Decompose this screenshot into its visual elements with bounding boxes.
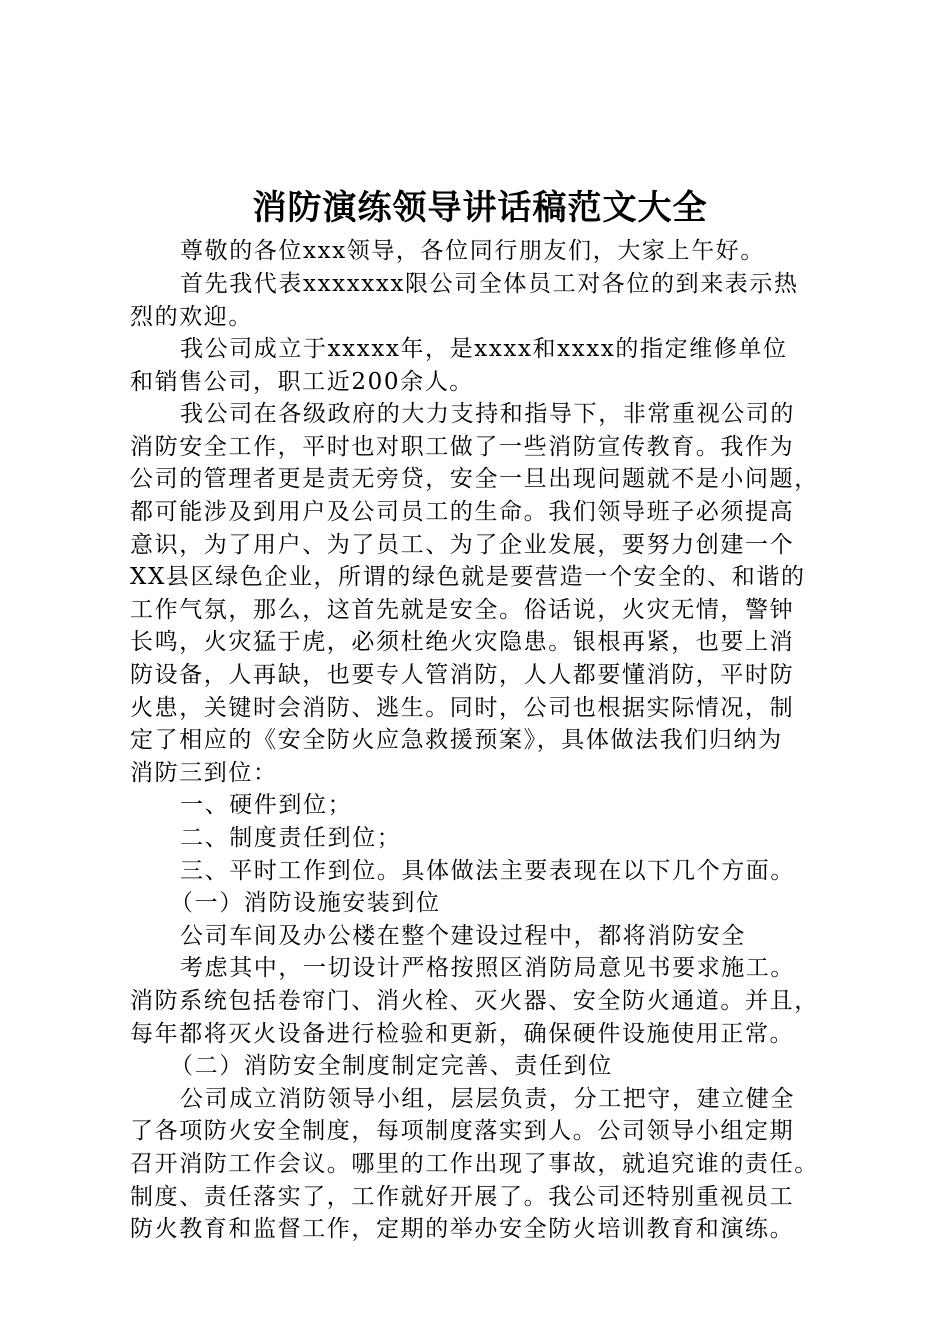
body-line: 意识，为了用户、为了员工、为了企业发展，要努力创建一个 (130, 532, 795, 558)
body-line: 每年都将灭火设备进行检验和更新，确保硬件设施使用正常。 (130, 1021, 795, 1047)
body-line: 召开消防工作会议。哪里的工作出现了事故，就追究谁的责任。 (130, 1151, 819, 1177)
section-heading: （一）消防设施安装到位 (170, 890, 441, 916)
list-item: 二、制度责任到位； (180, 825, 402, 851)
body-line: XX县区绿色企业，所谓的绿色就是要营造一个安全的、和谐的 (130, 564, 806, 590)
body-line: 火患，关键时会消防、逃生。同时，公司也根据实际情况，制 (130, 695, 795, 721)
body-line: 防设备，人再缺，也要专人管消防，人人都要懂消防，平时防 (130, 662, 795, 688)
list-item: 三、平时工作到位。具体做法主要表现在以下几个方面。 (180, 858, 795, 884)
body-line: 公司成立消防领导小组，层层负责，分工把守，建立健全 (180, 1086, 795, 1112)
section-heading: （二）消防安全制度制定完善、责任到位 (170, 1053, 613, 1079)
body-line: 尊敬的各位xxx领导，各位同行朋友们，大家上午好。 (180, 238, 765, 264)
document-title: 消防演练领导讲话稿范文大全 (252, 188, 708, 228)
body-line: 烈的欢迎。 (130, 304, 253, 330)
list-item: 一、硬件到位； (180, 792, 353, 818)
body-line: 我公司成立于xxxxx年，是xxxx和xxxx的指定维修单位 (180, 336, 788, 362)
body-line: 考虑其中，一切设计严格按照区消防局意见书要求施工。 (180, 955, 795, 981)
body-line: 防火教育和监督工作，定期的举办安全防火培训教育和演练。 (130, 1216, 795, 1242)
body-line: 首先我代表xxxxxxx限公司全体员工对各位的到来表示热 (180, 271, 799, 297)
body-line: 我公司在各级政府的大力支持和指导下，非常重视公司的 (180, 401, 795, 427)
body-line: 消防三到位： (130, 760, 278, 786)
body-line: 消防系统包括卷帘门、消火栓、灭火器、安全防火通道。并且， (130, 988, 819, 1014)
body-line: 公司的管理者更是责无旁贷，安全一旦出现问题就不是小问题， (130, 466, 819, 492)
body-line: 了各项防火安全制度，每项制度落实到人。公司领导小组定期 (130, 1118, 795, 1144)
body-line: 公司车间及办公楼在整个建设过程中，都将消防安全 (180, 923, 746, 949)
body-line: 制度、责任落实了，工作就好开展了。我公司还特别重视员工 (130, 1184, 795, 1210)
body-line: 消防安全工作，平时也对职工做了一些消防宣传教育。我作为 (130, 434, 795, 460)
body-line: 长鸣，火灾猛于虎，必须杜绝火灾隐患。银根再紧，也要上消 (130, 629, 795, 655)
body-line: 定了相应的《安全防火应急救援预案》，具体做法我们归纳为 (130, 727, 783, 753)
body-line: 工作气氛，那么，这首先就是安全。俗话说，火灾无情，警钟 (130, 597, 795, 623)
body-line: 和销售公司，职工近200余人。 (130, 369, 474, 395)
body-line: 都可能涉及到用户及公司员工的生命。我们领导班子必须提高 (130, 499, 795, 525)
